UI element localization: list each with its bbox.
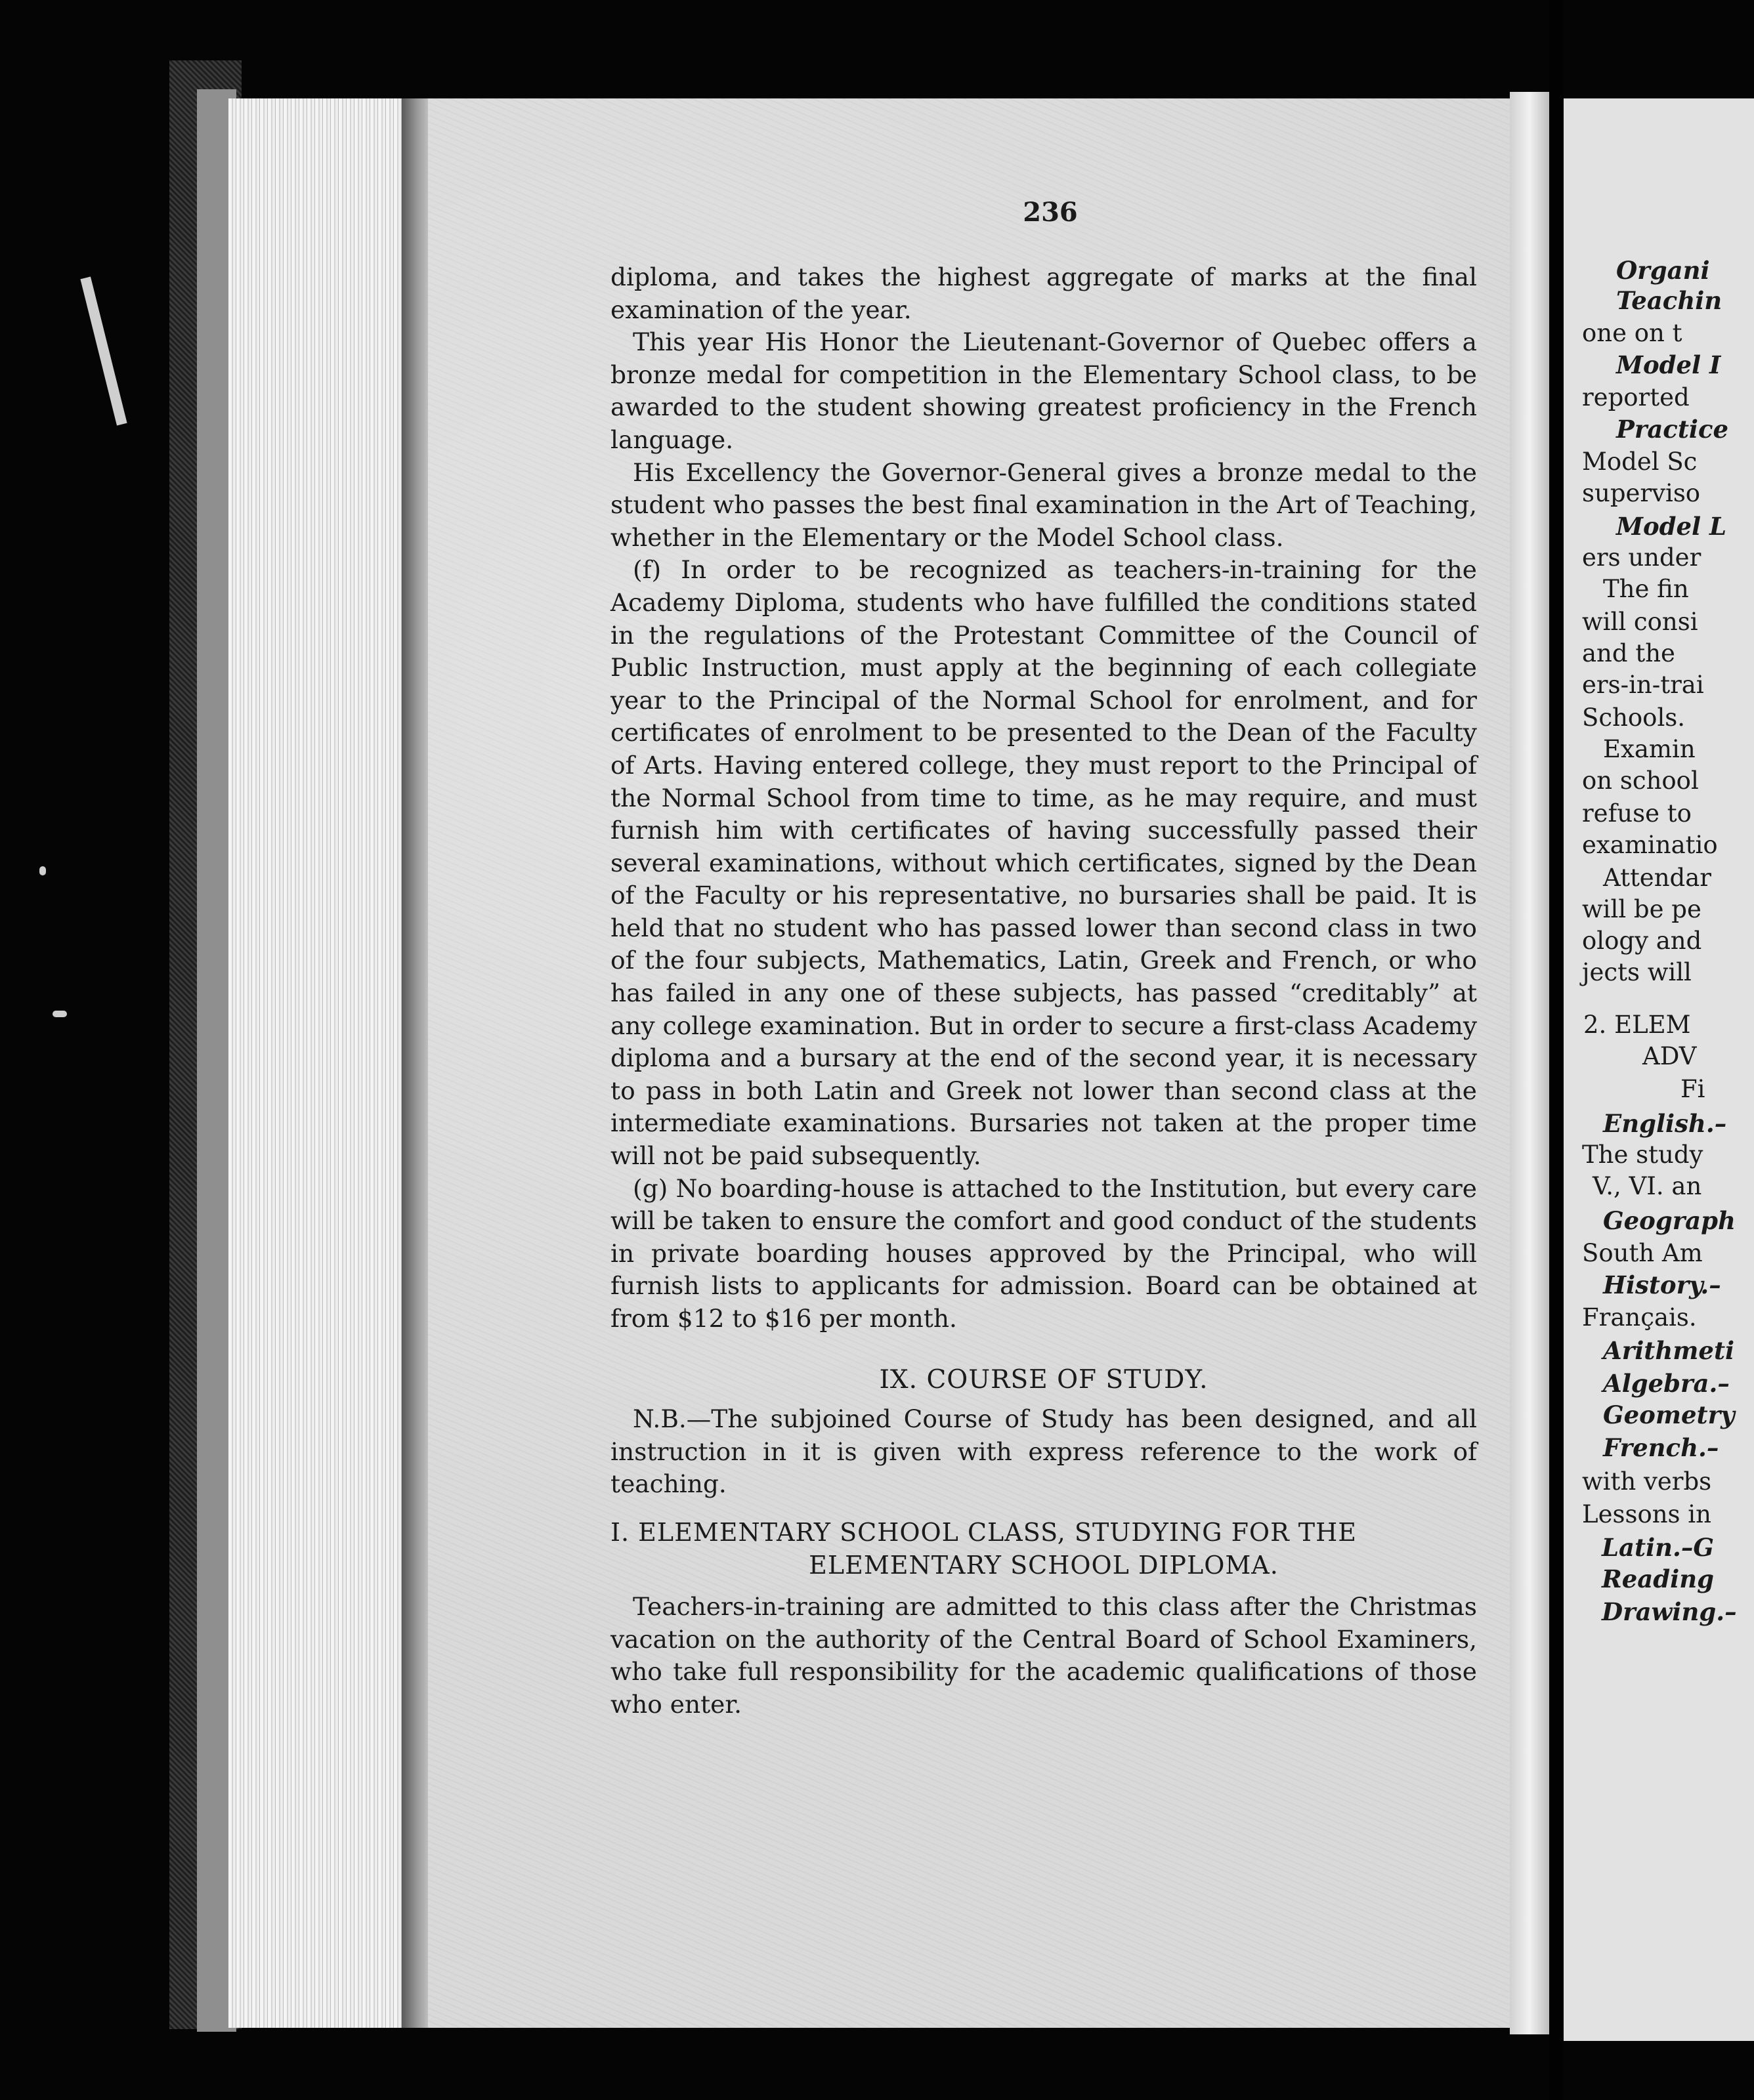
right-page-line: Fi — [1680, 1075, 1705, 1103]
right-page-line: Geometry — [1603, 1400, 1735, 1429]
paragraph-5: (g) No boarding-house is attached to the Institution, but every care will be taken to ensure the comfort and good conduct of the students in private boarding houses approved by the Principal, who will furnish lists to applicants for admission. Board can be obtained at from $12 to $16 per month. — [610, 1173, 1477, 1333]
right-page-line: History.– — [1603, 1270, 1721, 1299]
right-page-line: South Am — [1582, 1239, 1703, 1267]
right-page-line: examinatio — [1582, 831, 1718, 859]
subheading-line-1: I. ELEMENTARY SCHOOL CLASS, STUDYING FOR THE — [610, 1518, 1358, 1547]
right-page-line: ology and — [1582, 927, 1702, 955]
right-page-line: French.– — [1603, 1433, 1719, 1462]
nb-paragraph: N.B.—The subjoined Course of Study has been designed, and all instruction in it is given with express reference to the work of teaching. — [610, 1404, 1477, 1499]
right-page-line: Attendar — [1603, 864, 1711, 892]
right-page-line: Model Sc — [1582, 448, 1698, 476]
right-page-line: jects will — [1582, 958, 1692, 986]
page-number: 236 — [1023, 197, 1078, 228]
page-fold-edge — [1510, 92, 1549, 2034]
right-page-line: Model L — [1616, 512, 1726, 541]
right-page-line: Arithmeti — [1603, 1336, 1735, 1365]
right-page-line: Organi — [1616, 256, 1710, 285]
right-page-line: Examin — [1603, 735, 1696, 763]
right-page-line: with verbs — [1582, 1467, 1712, 1496]
right-page-line: The study — [1582, 1141, 1703, 1169]
right-page-line: Teachin — [1616, 286, 1722, 315]
right-page-line: Practice — [1616, 415, 1729, 444]
right-page-fragment — [1564, 98, 1754, 2041]
right-page-line: V., VI. an — [1593, 1172, 1702, 1200]
right-page-line: refuse to — [1582, 799, 1692, 828]
right-page-line: ers-in-trai — [1582, 671, 1704, 699]
right-page-line: Drawing.– — [1602, 1597, 1737, 1626]
paper-scrap — [39, 866, 46, 875]
right-page-line: ADV — [1642, 1042, 1697, 1070]
right-page-line: will consi — [1582, 608, 1698, 636]
right-page-line: English.– — [1603, 1109, 1727, 1138]
paper-scrap — [53, 1011, 67, 1017]
page-split — [1549, 0, 1564, 2100]
page-gutter — [402, 98, 431, 2028]
right-page-line: reported — [1582, 383, 1690, 411]
paragraph-3: His Excellency the Governor-General gives a bronze medal to the student who passes the best final examination in the Art of Teaching, whether in the Elementary or the Model School class. — [610, 457, 1477, 552]
right-page-line: Français. — [1582, 1303, 1697, 1332]
paper-scrap — [80, 276, 127, 425]
right-page-line: will be pe — [1582, 895, 1701, 923]
page-edges — [228, 98, 404, 2028]
right-page-line: ers under — [1582, 543, 1701, 572]
right-page-line: Geograph — [1603, 1206, 1736, 1235]
right-page-line: on school — [1582, 766, 1699, 795]
right-page-line: 2. ELEM — [1583, 1011, 1691, 1039]
final-paragraph: Teachers-in-training are admitted to this class after the Christmas vacation on the authority of the Central Board of School Examiners, who take full responsibility for the academic qualifications of those who enter. — [610, 1592, 1477, 1719]
right-page-line: Lessons in — [1582, 1500, 1711, 1528]
right-page-line: one on t — [1582, 319, 1682, 347]
right-page-line: and the — [1582, 639, 1675, 667]
body-text — [610, 261, 1477, 1335]
subheading — [610, 1516, 1477, 1582]
right-page-line: Schools. — [1582, 704, 1686, 732]
right-page-line: Algebra.– — [1603, 1369, 1730, 1398]
right-page-line: The fin — [1603, 575, 1689, 603]
right-page-line: Latin.–G — [1602, 1533, 1715, 1562]
right-page-line: Model I — [1616, 350, 1721, 379]
right-page-line: superviso — [1582, 479, 1701, 507]
subheading-line-2: ELEMENTARY SCHOOL DIPLOMA. — [809, 1551, 1279, 1580]
paragraph-1: diploma, and takes the highest aggregate of marks at the final examination of the year. — [610, 262, 1477, 324]
section-heading: IX. COURSE OF STUDY. — [879, 1365, 1209, 1395]
paragraph-2: This year His Honor the Lieutenant-Governor of Quebec offers a bronze medal for competition in the Elementary School class, to be awarded to the student showing greatest proficiency in the French language. — [610, 327, 1477, 454]
paragraph-4: (f) In order to be recognized as teachers-in-training for the Academy Diploma, students who have fulfilled the conditions stated in the regulations of the Protestant Committee of the Council of Public Instruction, must apply at the beginning of each collegiate year to the Principal of the Normal School for enrolment, and for certificates of enrolment to be presented to the Dean of the Faculty of Arts. Having entered college, they must report to the Principal of the Normal School from time to time, as he may require, and must furnish him with certificates of having successfully passed their several examinations, without which certificates, signed by the Dean of the Faculty or his representative, no bursaries shall be paid. It is held that no student who has passed lower than second class in two of the four subjects, Mathematics, Latin, Greek and French, or who has failed in any one of these subjects, has passed “creditably” at any college examination. But in order to secure a first-class Academy diploma and a bursary at the end of the second year, it is necessary to pass in both Latin and Greek not lower than second class at the intermediate examinations. Bursaries not taken at the proper time will not be paid subsequently. — [610, 555, 1477, 1171]
right-page-line: Reading — [1602, 1564, 1714, 1593]
